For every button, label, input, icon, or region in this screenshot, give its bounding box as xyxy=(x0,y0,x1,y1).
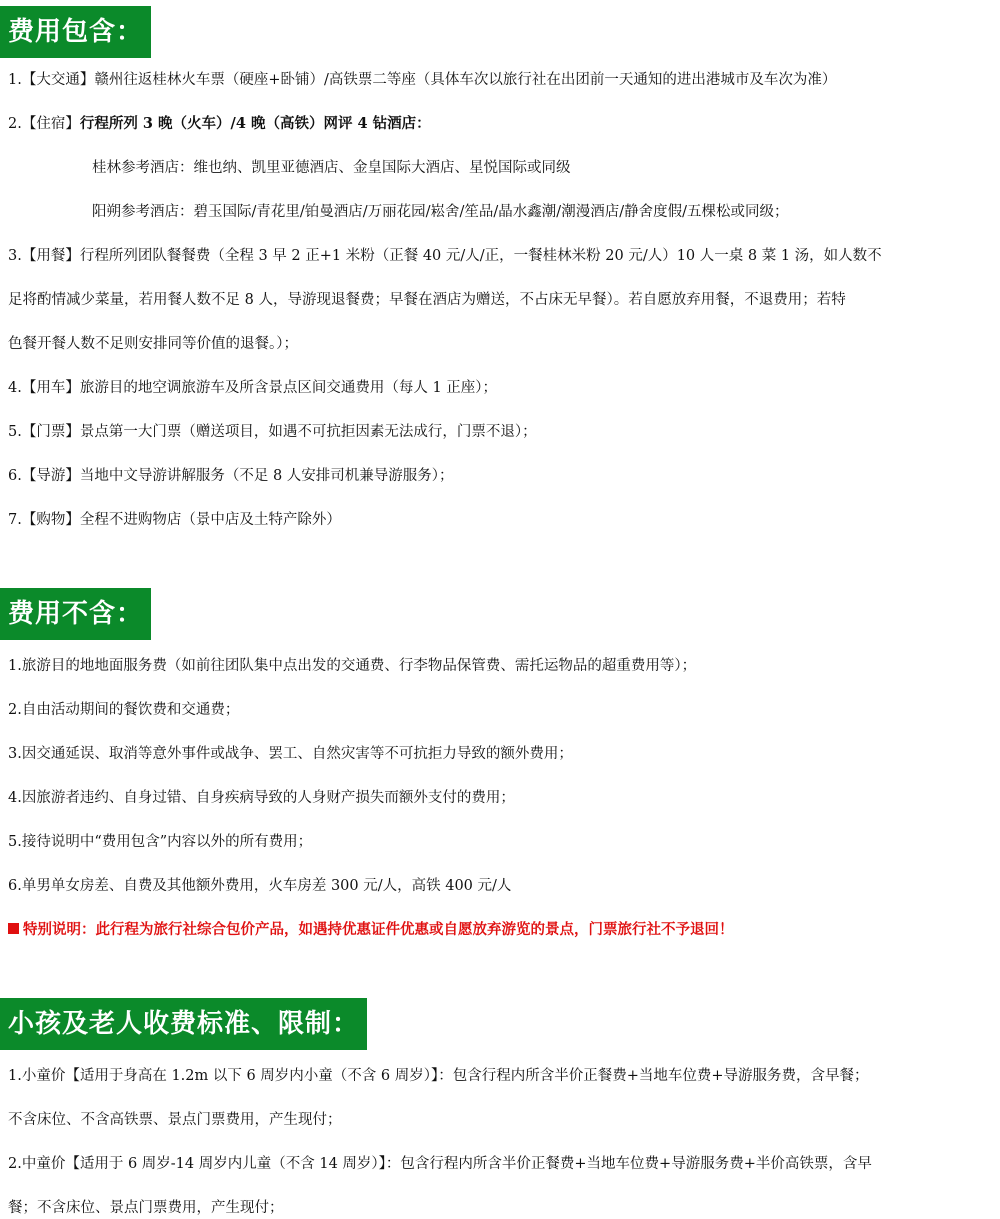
square-bullet-icon xyxy=(8,923,19,934)
children-item-1-cont: 不含床位、不含高铁票、景点门票费用，产生现付； xyxy=(8,1112,342,1128)
hotel-guilin: 桂林参考酒店：维也纳、凯里亚德酒店、金皇国际大酒店、星悦国际或同级 xyxy=(92,160,571,176)
children-item-1: 1.小童价【适用于身高在 1.2m 以下 6 周岁内小童（不含 6 周岁）】：包含行程内所含半价正餐费+当地车位费+导游服务费，含早餐； xyxy=(8,1068,869,1084)
excluded-item: 1.旅游目的地地面服务费（如前往团队集中点出发的交通费、行李物品保管费、需托运物品的超重费用等）； xyxy=(8,658,697,674)
section-heading-included: 费用包含： xyxy=(0,6,151,58)
included-item-6: 6.【导游】当地中文导游讲解服务（不足 8 人安排司机兼导游服务）； xyxy=(8,468,454,484)
children-item-2-cont: 餐；不含床位、景点门票费用，产生现付； xyxy=(8,1200,284,1216)
section-heading-children: 小孩及老人收费标准、限制： xyxy=(0,998,367,1050)
children-item-2: 2.中童价【适用于 6 周岁-14 周岁内儿童（不含 14 周岁）】：包含行程内所含半价正餐费+当地车位费+导游服务费+半价高铁票，含早 xyxy=(8,1156,872,1172)
special-note: 特别说明：此行程为旅行社综合包价产品，如遇持优惠证件优惠或自愿放弃游览的景点，门票旅行社不予退回！ xyxy=(8,920,734,940)
included-item-7: 7.【购物】全程不进购物店（景中店及土特产除外） xyxy=(8,512,341,528)
included-item-3-cont: 足将酌情减少菜量，若用餐人数不足 8 人，导游现退餐费；早餐在酒店为赠送，不占床无早餐）。若自愿放弃用餐，不退费用；若特 xyxy=(8,292,846,308)
excluded-item: 5.接待说明中“费用包含”内容以外的所有费用； xyxy=(8,834,313,850)
included-item-1: 1.【大交通】赣州往返桂林火车票（硬座+卧铺）/高铁票二等座（具体车次以旅行社在出团前一天通知的进出港城市及车次为准） xyxy=(8,72,837,88)
excluded-item: 2.自由活动期间的餐饮费和交通费； xyxy=(8,702,240,718)
excluded-item: 6.单男单女房差、自费及其他额外费用，火车房差 300 元/人，高铁 400 元/人 xyxy=(8,878,512,894)
included-item-5: 5.【门票】景点第一大门票（赠送项目，如遇不可抗拒因素无法成行，门票不退）； xyxy=(8,424,537,440)
included-item-3: 3.【用餐】行程所列团队餐餐费（全程 3 早 2 正+1 米粉（正餐 40 元/人/正，一餐桂林米粉 20 元/人）10 人一桌 8 菜 1 汤，如人数不 xyxy=(8,248,882,264)
included-item-2: 2.【住宿】行程所列 3 晚（火车）/4 晚（高铁）网评 4 钻酒店： xyxy=(8,115,431,132)
included-item-3-cont: 色餐开餐人数不足则安排同等价值的退餐。）； xyxy=(8,336,298,352)
hotel-yangshuo: 阳朔参考酒店：碧玉国际/青花里/铂曼酒店/万丽花园/崧舍/笙品/晶水鑫潮/潮漫酒店/静舍度假/五棵松或同级； xyxy=(92,204,789,220)
excluded-item: 3.因交通延误、取消等意外事件或战争、罢工、自然灾害等不可抗拒力导致的额外费用； xyxy=(8,746,573,762)
included-item-4: 4.【用车】旅游目的地空调旅游车及所含景点区间交通费用（每人 1 正座）； xyxy=(8,380,498,396)
excluded-item: 4.因旅游者违约、自身过错、自身疾病导致的人身财产损失而额外支付的费用； xyxy=(8,790,515,806)
section-heading-excluded: 费用不含： xyxy=(0,588,151,640)
